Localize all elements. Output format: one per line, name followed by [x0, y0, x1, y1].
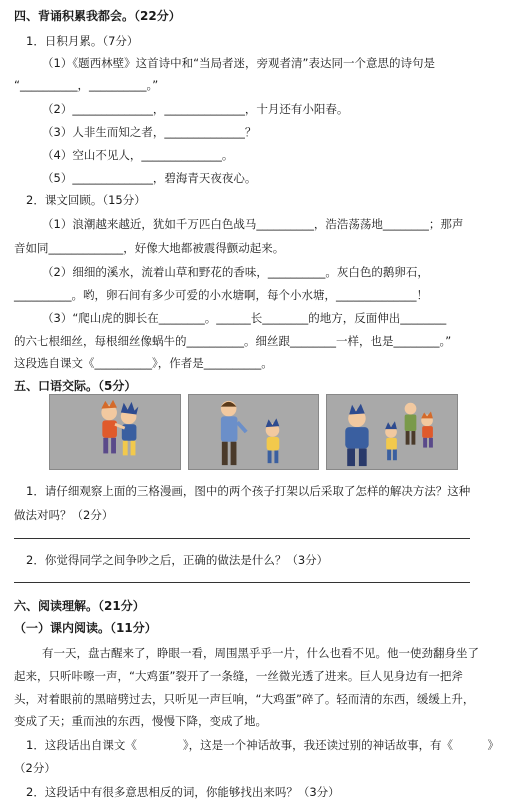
question-4-1-3: （3）人非生而知之者，______________？ — [42, 125, 257, 139]
question-5-1: 1．请仔细观察上面的三格漫画，图中的两个孩子打架以后采取了怎样的解决方法？这种 — [26, 484, 471, 498]
question-6-1: 1．这段话出自课文《 》，这是一个神话故事，我还读过别的神话故事，有《 》 — [26, 738, 500, 752]
comic-panel-1 — [49, 394, 181, 470]
reading-passage-line-3: 头，对着眼前的黑暗劈过去，只听见一声巨响，“大鸡蛋”碎了。轻而清的东西，缓缓上升， — [14, 692, 475, 706]
question-4-2-3-cont: 的六七根细丝，每根细丝像蜗牛的__________。细丝跟________一样，也是________。” — [14, 334, 452, 348]
reading-passage-line-1: 有一天，盘古醒来了，睁眼一看，周围黑乎乎一片，什么也看不见。他一使劲翻身坐了 — [42, 646, 479, 660]
question-4-1-5: （5）______________，碧海青天夜夜心。 — [42, 171, 257, 185]
question-4-2-2: （2）细细的溪水，流着山草和野花的香味，__________。灰白色的鹅卵石， — [42, 265, 429, 279]
answer-line-5-1[interactable] — [14, 538, 470, 539]
section-4-title: 四、背诵积累我都会。（22分） — [14, 9, 181, 23]
question-4-2-1: （1）浪潮越来越近，犹如千万匹白色战马__________，浩浩荡荡地________；那声 — [42, 217, 464, 231]
question-5-2: 2．你觉得同学之间争吵之后，正确的做法是什么？（3分） — [26, 553, 329, 567]
question-4-2-1-cont: 音如同_____________，好像大地都被震得颤动起来。 — [14, 241, 285, 255]
question-4-2-3: （3）“爬山虎的脚长在________。______长________的地方，反面伸出________ — [42, 311, 447, 325]
question-4-2: 2．课文回顾。（15分） — [26, 193, 146, 207]
question-4-1: 1．日积月累。（7分） — [26, 34, 139, 48]
question-4-1-4: （4）空山不见人，______________。 — [42, 148, 234, 162]
section-6-subtitle: （一）课内阅读。（11分） — [14, 621, 157, 635]
fighting-kids-illustration — [50, 395, 180, 469]
section-5-title: 五、口语交际。（5分） — [14, 379, 137, 393]
answer-line-5-2[interactable] — [14, 582, 470, 583]
question-5-1-cont: 做法对吗？（2分） — [14, 508, 114, 522]
question-4-1-2: （2）______________，______________，十月还有小阳春。 — [42, 102, 349, 116]
question-4-1-1: （1）《题西林壁》这首诗中和“当局者迷，旁观者清”表达同一个意思的诗句是 — [42, 56, 435, 70]
question-6-1-score: （2分） — [14, 761, 56, 775]
question-4-2-2-cont: __________。哟，卵石间有多少可爱的小水塘啊，每个小水塘，______________！ — [14, 288, 428, 302]
reading-passage-line-4: 变成了天；重而浊的东西，慢慢下降，变成了地。 — [14, 714, 267, 728]
adult-and-child-illustration — [189, 395, 318, 469]
question-6-2: 2．这段话中有很多意思相反的词，你能够找出来吗？（3分） — [26, 785, 340, 799]
question-4-2-3-source: 这段选自课文《__________》，作者是__________。 — [14, 356, 273, 370]
reading-passage-line-2: 起来，只听咔嚓一声，“大鸡蛋”裂开了一条缝，一丝微光透了进来。巨人见身边有一把斧 — [14, 669, 463, 683]
section-6-title: 六、阅读理解。（21分） — [14, 599, 145, 613]
question-4-1-1-blank: “__________，__________。” — [14, 78, 159, 92]
walking-together-illustration — [327, 395, 457, 469]
comic-panel-3 — [326, 394, 458, 470]
comic-panel-2 — [188, 394, 319, 470]
